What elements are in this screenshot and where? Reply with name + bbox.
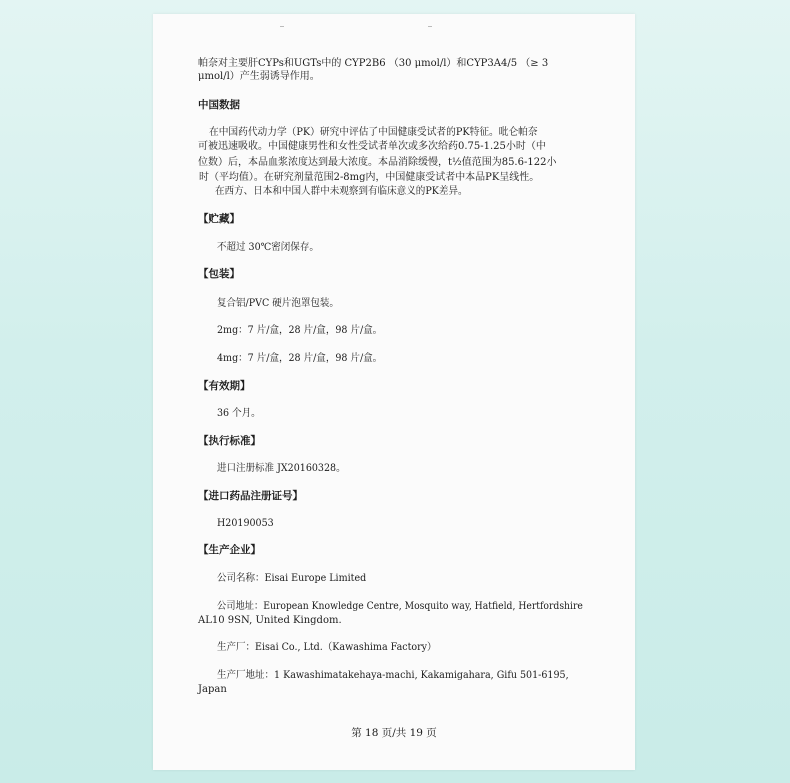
scan-mark — [280, 26, 284, 27]
registration-number: H20190053 — [217, 518, 274, 529]
section-heading-china: 中国数据 — [198, 99, 240, 111]
section-heading-storage: 【贮藏】 — [198, 213, 240, 225]
package-line: 4mg：7 片/盒，28 片/盒，98 片/盒。 — [217, 353, 383, 364]
factory-address-cont: Japan — [198, 684, 227, 695]
scan-mark — [428, 26, 432, 27]
section-heading-manufacturer: 【生产企业】 — [198, 544, 261, 556]
intro-line: μmol/l）产生弱诱导作用。 — [198, 71, 320, 82]
package-line: 2mg：7 片/盒，28 片/盒，98 片/盒。 — [217, 325, 383, 336]
section-heading-validity: 【有效期】 — [198, 380, 251, 392]
china-line: 在西方、日本和中国人群中未观察到有临床意义的PK差异。 — [215, 186, 468, 197]
validity-text: 36 个月。 — [217, 408, 261, 419]
standard-text: 进口注册标准 JX20160328。 — [217, 463, 346, 474]
document-page — [153, 14, 635, 770]
factory-name: 生产厂：Eisai Co., Ltd.（Kawashima Factory） — [217, 642, 437, 653]
section-heading-registration: 【进口药品注册证号】 — [198, 490, 303, 502]
company-address-cont: AL10 9SN, United Kingdom. — [198, 615, 342, 626]
company-address: 公司地址：European Knowledge Centre, Mosquito way, Hatfield, Hertfordshire — [217, 601, 583, 612]
page-number: 第 18 页/共 19 页 — [351, 727, 437, 739]
package-line: 复合铝/PVC 硬片泡罩包装。 — [217, 298, 339, 309]
intro-line: 帕奈对主要肝CYPs和UGTs中的 CYP2B6 （30 μmol/l）和CYP3A4/5 （≥ 3 — [198, 58, 549, 69]
china-line: 位数）后，本品血浆浓度达到最大浓度。本品消除缓慢，t½值范围为85.6-122小 — [198, 157, 557, 168]
china-line: 时（平均值）。在研究剂量范围2-8mg内，中国健康受试者中本品PK呈线性。 — [199, 172, 540, 183]
storage-text: 不超过 30℃密闭保存。 — [217, 242, 319, 253]
factory-address: 生产厂地址：1 Kawashimatakehaya-machi, Kakamigahara, Gifu 501-6195, — [217, 670, 569, 681]
china-line: 在中国药代动力学（PK）研究中评估了中国健康受试者的PK特征。吡仑帕奈 — [209, 127, 538, 138]
section-heading-package: 【包装】 — [198, 268, 240, 280]
company-name: 公司名称：Eisai Europe Limited — [217, 573, 367, 584]
section-heading-standard: 【执行标准】 — [198, 435, 261, 447]
china-line: 可被迅速吸收。中国健康男性和女性受试者单次或多次给药0.75-1.25小时（中 — [198, 141, 546, 152]
